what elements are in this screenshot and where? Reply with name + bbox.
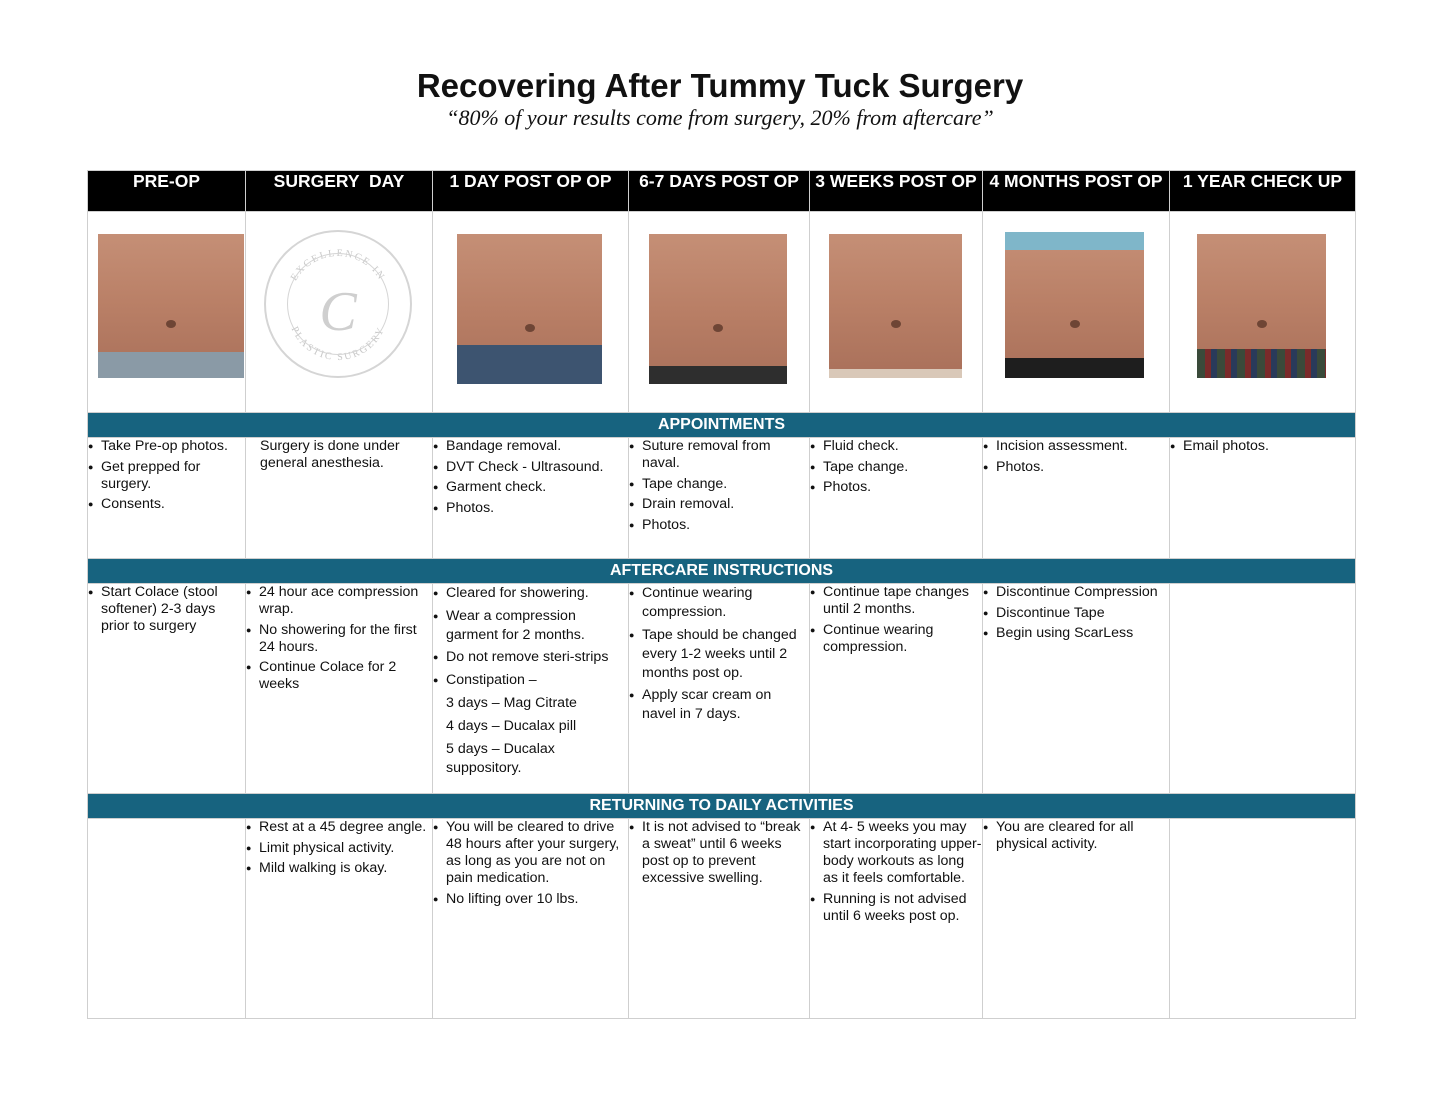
constipation-label: Constipation –	[446, 671, 537, 688]
list-item: ● Continue tape changes until 2 months.	[810, 584, 982, 618]
list-item: ● Continue Colace for 2 weeks	[246, 659, 432, 693]
list-item: ● Mild walking is okay.	[246, 860, 432, 877]
list-item: ● 24 hour ace compression wrap.	[246, 584, 432, 618]
list-item: ● Incision assessment.	[983, 438, 1169, 455]
activities-cell-pre-op	[88, 819, 246, 1019]
pre-op-abdomen-photo	[98, 234, 244, 378]
list-item: ● Apply scar cream on navel in 7 days.	[629, 686, 809, 724]
logo-text-bottom: PLASTIC SURGERY	[288, 324, 388, 364]
list-item: ● Limit physical activity.	[246, 840, 432, 857]
column-header-pre-op: PRE-OP	[88, 171, 246, 212]
appointments-cell-1-year-check-up	[1170, 438, 1356, 559]
column-header-1-year-check-up: 1 YEAR CHECK UP	[1170, 171, 1356, 212]
list-item: ● It is not advised to “break a sweat” until 6 weeks post op to prevent excessive swelling.	[629, 819, 809, 887]
list-item: ● Tape should be changed every 1-2 weeks until 2 months post op.	[629, 626, 809, 683]
list-item: ● Email photos.	[1170, 438, 1355, 455]
list-item: ● Photos.	[629, 517, 809, 534]
activities-cell-1-year-check-up	[1170, 819, 1356, 1019]
logo-inner-ring	[287, 253, 389, 355]
column-header-surgery-day: SURGERY DAY	[246, 171, 433, 212]
constipation-step: 3 days – Mag Citrate	[446, 694, 577, 711]
section-title-aftercare: AFTERCARE INSTRUCTIONS	[88, 559, 1356, 584]
list-item: ● Photos.	[810, 479, 982, 496]
1-year-abdomen-photo	[1197, 234, 1326, 378]
list-item: ● Garment check.	[433, 479, 628, 496]
list-item: ● Continue wearing compression.	[810, 622, 982, 656]
activities-cell-4-months-post-op	[983, 819, 1170, 1019]
1-day-post-op-abdomen-photo	[457, 234, 602, 384]
list-item: ● You are cleared for all physical activity.	[983, 819, 1169, 853]
aftercare-cell-pre-op	[88, 584, 246, 794]
page-title: Recovering After Tummy Tuck Surgery	[416, 67, 1024, 104]
column-header-6-7-days-post-op: 6-7 DAYS POST OP	[629, 171, 810, 212]
aftercare-cell-1-year-check-up	[1170, 584, 1356, 794]
activities-row	[88, 819, 1356, 1019]
list-item: ● Photos.	[983, 459, 1169, 476]
activities-cell-surgery-day	[246, 819, 433, 1019]
appointments-cell-4-months-post-op	[983, 438, 1170, 559]
list-item: ● Discontinue Compression	[983, 584, 1169, 601]
photo-row	[88, 212, 1356, 413]
appointments-cell-6-7-days-post-op	[629, 438, 810, 559]
photo-cell-pre-op	[88, 212, 246, 413]
surgery-day-note: Surgery is done under general anesthesia.	[260, 438, 400, 471]
aftercare-cell-6-7-days-post-op	[629, 584, 810, 794]
list-item: ● At 4- 5 weeks you may start incorporating upper-body workouts as long as it feels comfortable.	[810, 819, 982, 887]
aftercare-cell-surgery-day	[246, 584, 433, 794]
activities-cell-6-7-days-post-op	[629, 819, 810, 1019]
aftercare-cell-3-weeks-post-op	[810, 584, 983, 794]
column-header-3-weeks-post-op: 3 WEEKS POST OP	[810, 171, 983, 212]
clinic-logo	[264, 230, 412, 378]
photo-cell-1-day-post-op	[433, 212, 629, 413]
column-header-4-months-post-op: 4 MONTHS POST OP	[983, 171, 1170, 212]
aftercare-cell-1-day-post-op	[433, 584, 629, 794]
section-row-activities	[88, 794, 1356, 819]
constipation-step: 5 days – Ducalax suppository.	[446, 740, 555, 776]
list-item: ● Continue wearing compression.	[629, 584, 809, 622]
4-months-post-op-abdomen-photo	[1005, 232, 1144, 378]
list-item: ● Rest at a 45 degree angle.	[246, 819, 432, 836]
list-item: ● Consents.	[88, 496, 245, 513]
photo-cell-1-year-check-up	[1170, 212, 1356, 413]
appointments-row	[88, 438, 1356, 559]
logo-letter: C	[319, 281, 357, 343]
aftercare-cell-4-months-post-op	[983, 584, 1170, 794]
list-item: ● Start Colace (stool softener) 2-3 days prior to surgery	[88, 584, 245, 635]
list-item: ● You will be cleared to drive 48 hours after your surgery, as long as you are not on pain medication.	[433, 819, 628, 887]
list-item: ● Bandage removal.	[433, 438, 628, 455]
3-weeks-post-op-abdomen-photo	[829, 234, 962, 378]
aftercare-row	[88, 584, 1356, 794]
section-row-aftercare	[88, 559, 1356, 584]
list-item: ● Running is not advised until 6 weeks post op.	[810, 891, 982, 925]
section-title-appointments: APPOINTMENTS	[88, 413, 1356, 438]
list-item: ● Wear a compression garment for 2 months.	[433, 607, 628, 645]
photo-cell-surgery-day	[246, 212, 433, 413]
activities-cell-3-weeks-post-op	[810, 819, 983, 1019]
list-item: ● Tape change.	[810, 459, 982, 476]
constipation-step: 4 days – Ducalax pill	[446, 717, 577, 734]
list-item: ● Fluid check.	[810, 438, 982, 455]
photo-cell-4-months-post-op	[983, 212, 1170, 413]
activities-cell-1-day-post-op	[433, 819, 629, 1019]
list-item-constipation	[433, 671, 628, 778]
section-row-appointments	[88, 413, 1356, 438]
list-item: ● Cleared for showering.	[433, 584, 628, 603]
list-item: ● Get prepped for surgery.	[88, 459, 245, 493]
page-subtitle-quote: “80% of your results come from surgery, 20% from aftercare”	[446, 105, 994, 130]
logo-text-top: EXCELLENCE IN	[288, 247, 388, 283]
recovery-timeline-table	[87, 170, 1356, 1019]
list-item: ● Begin using ScarLess	[983, 625, 1169, 642]
section-title-activities: RETURNING TO DAILY ACTIVITIES	[88, 794, 1356, 819]
column-header-1-day-post-op: 1 DAY POST OP OP	[433, 171, 629, 212]
photo-cell-3-weeks-post-op	[810, 212, 983, 413]
list-item: ● Do not remove steri-strips	[433, 648, 628, 667]
list-item: ● Photos.	[433, 500, 628, 517]
list-item: ● DVT Check - Ultrasound.	[433, 459, 628, 476]
list-item: ● Take Pre-op photos.	[88, 438, 245, 455]
list-item: ● Suture removal from naval.	[629, 438, 809, 472]
list-item: ● Discontinue Tape	[983, 605, 1169, 622]
appointments-cell-3-weeks-post-op	[810, 438, 983, 559]
list-item: ● No showering for the first 24 hours.	[246, 622, 432, 656]
list-item: ● Drain removal.	[629, 496, 809, 513]
list-item: ● Tape change.	[629, 476, 809, 493]
list-item: ● No lifting over 10 lbs.	[433, 891, 628, 908]
photo-cell-6-7-days-post-op	[629, 212, 810, 413]
6-7-days-post-op-abdomen-photo	[649, 234, 787, 384]
column-header-row	[88, 171, 1356, 212]
appointments-cell-surgery-day	[246, 438, 433, 559]
appointments-cell-1-day-post-op	[433, 438, 629, 559]
appointments-cell-pre-op	[88, 438, 246, 559]
